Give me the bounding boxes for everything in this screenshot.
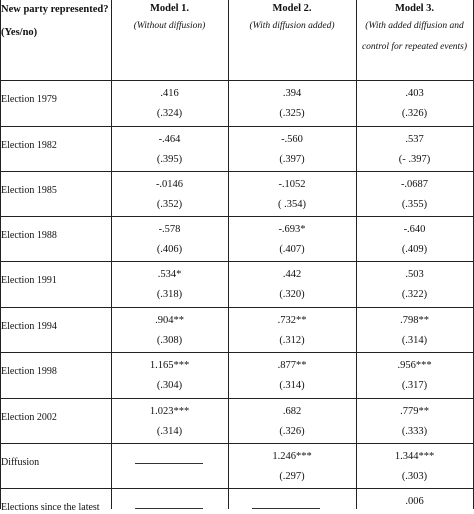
coefficient-cell: 1.246*** — [272, 451, 312, 462]
row-divider — [0, 126, 474, 127]
row-label: Election 1998 — [1, 366, 57, 377]
standard-error-cell: (.308) — [156, 335, 183, 346]
coefficient-cell: .904** — [155, 315, 184, 326]
standard-error-cell: (.312) — [279, 335, 305, 346]
row-label: Elections since the latest — [1, 502, 100, 513]
coefficient-cell: -.640 — [403, 224, 426, 235]
variable-header-line1: New party represented? — [1, 4, 109, 15]
standard-error-cell: (.326) — [279, 426, 305, 437]
standard-error-cell: (.304) — [156, 380, 183, 391]
coefficient-cell: 1.165*** — [149, 360, 190, 371]
standard-error-cell: (.352) — [156, 199, 183, 210]
row-label: Election 1994 — [1, 321, 57, 332]
standard-error-cell: (.355) — [401, 199, 428, 210]
standard-error-cell: (.297) — [279, 471, 305, 482]
standard-error-cell: (.326) — [401, 108, 428, 119]
standard-error-cell: (.324) — [156, 108, 183, 119]
row-divider — [0, 261, 474, 262]
standard-error-cell: (.406) — [156, 244, 183, 255]
coefficient-cell: .534* — [157, 269, 182, 280]
coefficient-cell: .732** — [277, 315, 307, 326]
model-2-title: Model 2. — [272, 3, 312, 14]
standard-error-cell: (.395) — [156, 154, 183, 165]
model-3-subtitle-line2: control for repeated events) — [361, 42, 468, 52]
variable-header-line2: (Yes/no) — [1, 27, 38, 38]
standard-error-cell: (.317) — [401, 380, 428, 391]
coefficient-cell: -.578 — [158, 224, 181, 235]
table-border-left — [0, 0, 1, 509]
coefficient-cell: -.693* — [278, 224, 306, 235]
coefficient-cell: .416 — [160, 88, 179, 99]
coefficient-cell: 1.023*** — [149, 406, 190, 417]
standard-error-cell: (.409) — [401, 244, 428, 255]
row-label: Diffusion — [1, 457, 40, 468]
row-divider — [0, 171, 474, 172]
model-1-title: Model 1. — [149, 3, 190, 14]
coefficient-cell: .394 — [282, 88, 302, 99]
row-divider — [0, 398, 474, 399]
standard-error-cell: (.303) — [401, 471, 428, 482]
coefficient-cell: .503 — [405, 269, 424, 280]
standard-error-cell: (.314) — [279, 380, 305, 391]
standard-error-cell: (.325) — [279, 108, 305, 119]
standard-error-cell: (.320) — [279, 289, 305, 300]
standard-error-cell: (.407) — [279, 244, 305, 255]
coefficient-cell: .403 — [405, 88, 424, 99]
row-label: Election 2002 — [1, 412, 57, 423]
standard-error-cell: (.314) — [401, 335, 428, 346]
coefficient-cell: -.0146 — [155, 179, 184, 190]
empty-cell-rule — [135, 463, 203, 464]
row-divider — [0, 80, 474, 81]
coefficient-cell: -.1052 — [278, 179, 306, 190]
coefficient-cell: 1.344*** — [394, 451, 435, 462]
standard-error-cell: (.318) — [156, 289, 183, 300]
row-label: Election 1979 — [1, 94, 57, 105]
row-divider — [0, 307, 474, 308]
row-label: Election 1982 — [1, 140, 57, 151]
model-3-subtitle-line1: (With added diffusion and — [365, 21, 464, 31]
model-1-subtitle: (Without diffusion) — [133, 21, 206, 31]
row-divider — [0, 216, 474, 217]
coefficient-cell: .956*** — [397, 360, 432, 371]
row-label: Election 1991 — [1, 275, 57, 286]
standard-error-cell: (- .397) — [398, 154, 431, 165]
coefficient-cell: .006 — [405, 496, 424, 507]
coefficient-cell: .537 — [405, 134, 424, 145]
coefficient-cell: -.560 — [281, 134, 303, 145]
standard-error-cell: ( .354) — [278, 199, 306, 210]
row-divider — [0, 352, 474, 353]
model-3-title: Model 3. — [394, 3, 435, 14]
standard-error-cell: (.333) — [401, 426, 428, 437]
coefficient-cell: .877** — [277, 360, 307, 371]
model-2-subtitle: (With diffusion added) — [249, 21, 335, 31]
standard-error-cell: (.397) — [279, 154, 305, 165]
coefficient-cell: .779** — [400, 406, 429, 417]
coefficient-cell: .442 — [282, 269, 302, 280]
row-label: Election 1988 — [1, 230, 57, 241]
coefficient-cell: -.0687 — [400, 179, 429, 190]
row-label: Election 1985 — [1, 185, 57, 196]
coefficient-cell: .798** — [400, 315, 429, 326]
coefficient-cell: -.464 — [158, 134, 181, 145]
standard-error-cell: (.322) — [401, 289, 428, 300]
row-divider — [0, 488, 474, 489]
standard-error-cell: (.314) — [156, 426, 183, 437]
coefficient-cell: .682 — [282, 406, 302, 417]
row-divider — [0, 443, 474, 444]
